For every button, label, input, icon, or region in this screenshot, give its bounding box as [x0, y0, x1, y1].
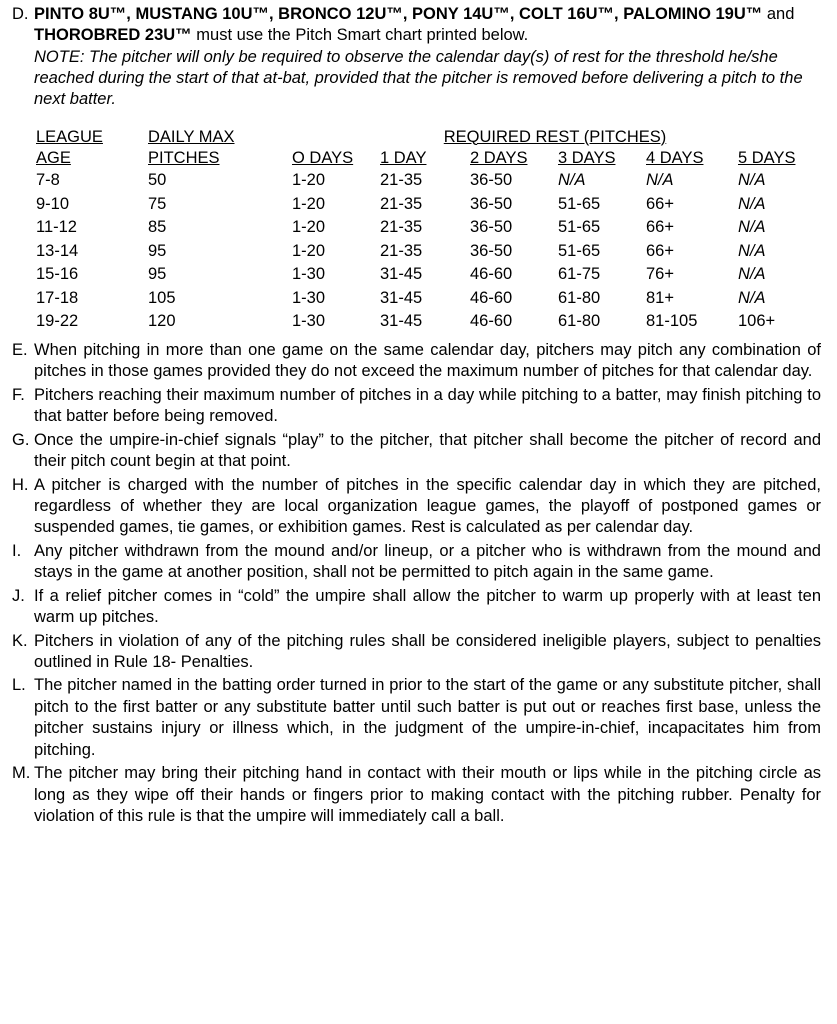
clause-e	[8, 340, 823, 383]
cell-daily-max: 120	[148, 312, 176, 331]
clause-d-note: NOTE: The pitcher will only be required to observe the calendar day(s) of rest for the threshold he/she reached during the start of that at-bat, provided that the pitcher is removed before delivering a pitch to the next batter.	[34, 48, 803, 109]
table-row	[36, 216, 818, 240]
cell-4-days: 81-105	[646, 312, 698, 331]
cell-daily-max: 50	[148, 171, 167, 190]
clause-k	[8, 631, 823, 674]
cell-3-days: 51-65	[558, 218, 601, 237]
cell-5-days: N/A	[738, 265, 766, 284]
cell-daily-max: 85	[148, 218, 167, 237]
clause-marker: J.	[12, 586, 25, 605]
clause-body: If a relief pitcher comes in “cold” the umpire shall allow the pitcher to warm up properly with at least ten warm up pitches.	[34, 586, 821, 627]
cell-0-days: 1-20	[292, 241, 326, 260]
clause-body: Any pitcher withdrawn from the mound and/or lineup, or a pitcher who is withdrawn from the mound and stays in the game at another position, shall not be permitted to pitch again in the same game.	[34, 541, 821, 582]
clause-marker: D.	[12, 5, 29, 23]
cell-5-days: N/A	[738, 171, 766, 190]
clause-g	[8, 430, 823, 473]
cell-1-day: 21-35	[380, 171, 423, 190]
cell-3-days: N/A	[558, 171, 586, 190]
cell-daily-max: 105	[148, 288, 176, 307]
table-row	[36, 310, 818, 334]
cell-age: 9-10	[36, 194, 70, 213]
cell-1-day: 31-45	[380, 312, 423, 331]
table-row	[36, 169, 818, 193]
clause-marker: G.	[12, 430, 30, 449]
cell-0-days: 1-30	[292, 288, 326, 307]
cell-4-days: 81+	[646, 288, 674, 307]
cell-2-days: 36-50	[470, 194, 513, 213]
cell-1-day: 21-35	[380, 194, 423, 213]
clause-m	[8, 763, 823, 827]
cell-age: 7-8	[36, 171, 60, 190]
clause-body: The pitcher named in the batting order turned in prior to the start of the game or any substitute pitcher, shall pitch to the first batter or any substitute batter until such batter is put out or reaches first base, unless the pitcher sustains injury or illness which, in the judgment of the umpire-in-chief, incapacitates him from pitching.	[34, 676, 821, 759]
cell-0-days: 1-20	[292, 171, 326, 190]
clause-body: A pitcher is charged with the number of pitches in the specific calendar day in which they are pitched, regardless of whether they are local organization league games, the playoff of postponed games or suspended games, tie games, or exhibition games. Rest is calculated as per calendar day.	[34, 475, 821, 537]
cell-4-days: 76+	[646, 265, 674, 284]
header-daily-max: DAILY MAX	[148, 127, 235, 146]
table-row	[36, 193, 818, 217]
clause-marker: H.	[12, 475, 29, 494]
clause-d-segment-tail: must use the Pitch Smart chart printed below.	[191, 26, 529, 45]
header-1-day: 1 DAY	[380, 148, 427, 167]
cell-2-days: 36-50	[470, 171, 513, 190]
clause-body: Once the umpire-in-chief signals “play” to the pitcher, that pitcher shall become the pitcher of record and their pitch count begin at that point.	[34, 430, 821, 471]
cell-age: 19-22	[36, 312, 79, 331]
cell-5-days: N/A	[738, 288, 766, 307]
cell-daily-max: 95	[148, 241, 167, 260]
header-5-days: 5 DAYS	[738, 148, 796, 167]
table-row	[36, 240, 818, 264]
clause-f	[8, 385, 823, 428]
header-required-rest: REQUIRED REST (PITCHES)	[443, 127, 667, 146]
header-4-days: 4 DAYS	[646, 148, 704, 167]
header-league: LEAGUE	[36, 127, 103, 146]
header-3-days: 3 DAYS	[558, 148, 616, 167]
cell-3-days: 51-65	[558, 194, 601, 213]
cell-age: 15-16	[36, 265, 79, 284]
clause-body: The pitcher may bring their pitching hand in contact with their mouth or lips while in the pitching circle as long as they wipe off their hands or fingers prior to making contact with the pitching rubber. Penalty for violation of this rule is that the umpire will immediately call a ball.	[34, 764, 821, 826]
cell-0-days: 1-30	[292, 265, 326, 284]
clause-body: Pitchers reaching their maximum number of pitches in a day while pitching to a batter, may finish pitching to that batter before being removed.	[34, 385, 821, 426]
table-row	[36, 287, 818, 311]
cell-3-days: 61-75	[558, 265, 601, 284]
cell-0-days: 1-30	[292, 312, 326, 331]
cell-daily-max: 95	[148, 265, 167, 284]
cell-2-days: 46-60	[470, 288, 513, 307]
cell-4-days: 66+	[646, 218, 674, 237]
clause-marker: L.	[12, 676, 26, 695]
header-0-days: O DAYS	[292, 148, 354, 167]
clause-d-segment-thorobred: THOROBRED 23U™	[34, 26, 192, 45]
header-2-days: 2 DAYS	[470, 148, 528, 167]
cell-age: 11-12	[36, 218, 77, 237]
cell-1-day: 31-45	[380, 288, 423, 307]
table-header-row-1	[36, 127, 818, 148]
clause-d-segment-and: and	[762, 5, 795, 23]
cell-2-days: 46-60	[470, 265, 513, 284]
cell-5-days: 106+	[738, 312, 776, 331]
cell-2-days: 36-50	[470, 218, 513, 237]
pitch-smart-table	[36, 127, 818, 334]
cell-5-days: N/A	[738, 241, 766, 260]
clause-l	[8, 675, 823, 761]
cell-5-days: N/A	[738, 194, 766, 213]
clause-h	[8, 475, 823, 539]
table-header-row-2	[36, 148, 818, 169]
clause-d	[8, 4, 823, 111]
clause-marker: E.	[12, 340, 28, 359]
cell-daily-max: 75	[148, 194, 167, 213]
cell-age: 17-18	[36, 288, 79, 307]
cell-3-days: 61-80	[558, 288, 601, 307]
clause-marker: I.	[12, 541, 22, 560]
cell-4-days: 66+	[646, 241, 674, 260]
clause-body: Pitchers in violation of any of the pitching rules shall be considered ineligible players, subject to penalties outlined in Rule 18- Penalties.	[34, 631, 821, 672]
cell-1-day: 31-45	[380, 265, 423, 284]
pitch-smart-chart	[8, 127, 823, 334]
cell-5-days: N/A	[738, 218, 766, 237]
cell-0-days: 1-20	[292, 218, 326, 237]
clause-marker: F.	[12, 385, 25, 404]
clause-body	[34, 4, 823, 111]
cell-4-days: N/A	[646, 171, 674, 190]
clause-marker: M.	[12, 764, 31, 783]
cell-2-days: 46-60	[470, 312, 513, 331]
cell-3-days: 51-65	[558, 241, 601, 260]
cell-2-days: 36-50	[470, 241, 513, 260]
clause-marker: K.	[12, 631, 28, 650]
header-pitches: PITCHES	[148, 148, 220, 167]
cell-3-days: 61-80	[558, 312, 601, 331]
cell-4-days: 66+	[646, 194, 674, 213]
clause-body: When pitching in more than one game on the same calendar day, pitchers may pitch any combination of pitches in those games provided they do not exceed the maximum number of pitches for that calendar day.	[34, 340, 821, 381]
cell-1-day: 21-35	[380, 218, 423, 237]
clause-i	[8, 541, 823, 584]
cell-0-days: 1-20	[292, 194, 326, 213]
clause-j	[8, 586, 823, 629]
table-row	[36, 263, 818, 287]
header-age: AGE	[36, 148, 71, 167]
cell-age: 13-14	[36, 241, 79, 260]
cell-1-day: 21-35	[380, 241, 423, 260]
clause-d-segment-divisions: PINTO 8U™, MUSTANG 10U™, BRONCO 12U™, PONY 14U™, COLT 16U™, PALOMINO 19U™	[34, 5, 763, 23]
